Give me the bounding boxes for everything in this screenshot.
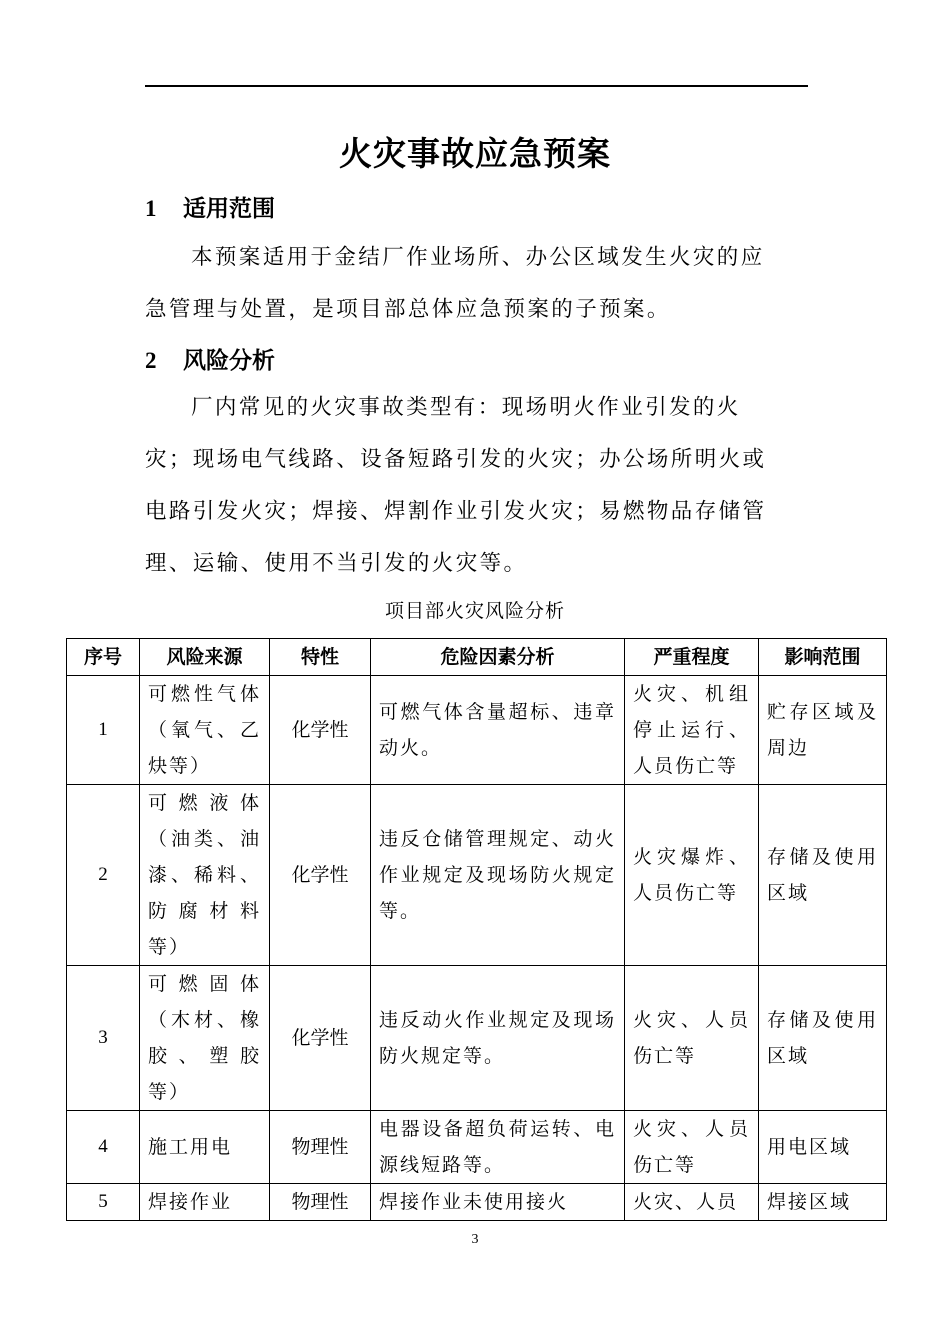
risk-source: 焊接作业: [140, 1184, 270, 1221]
header-cell: 风险来源: [140, 639, 270, 676]
section-heading-risk: [145, 342, 275, 375]
table-row: [67, 1184, 887, 1221]
section-number: 2: [145, 348, 157, 373]
row-number: 5: [67, 1184, 140, 1221]
table-row: [67, 676, 887, 785]
severity: 火灾、人员: [625, 1184, 759, 1221]
impact-scope: 贮存区域及周边: [759, 676, 887, 785]
risk-source: 可燃固体（木材、橡胶、塑胶等）: [140, 966, 270, 1111]
header-cell: 特性: [270, 639, 371, 676]
table-row: [67, 1111, 887, 1184]
risk-nature: 物理性: [270, 1184, 371, 1221]
table-header-row: [67, 639, 887, 676]
hazard-analysis: 违反动火作业规定及现场防火规定等。: [371, 966, 625, 1111]
table-row: [67, 785, 887, 966]
hazard-analysis: 电器设备超负荷运转、电源线短路等。: [371, 1111, 625, 1184]
header-cell: 危险因素分析: [371, 639, 625, 676]
row-number: 1: [67, 676, 140, 785]
header-cell: 序号: [67, 639, 140, 676]
row-number: 4: [67, 1111, 140, 1184]
risk-source: 可燃液体（油类、油漆、稀料、防腐材料等）: [140, 785, 270, 966]
hazard-analysis: 可燃气体含量超标、违章动火。: [371, 676, 625, 785]
risk-nature: 化学性: [270, 676, 371, 785]
table-row: [67, 966, 887, 1111]
impact-scope: 焊接区域: [759, 1184, 887, 1221]
severity: 火灾、机组停止运行、人员伤亡等: [625, 676, 759, 785]
scope-paragraph: 本预案适用于金结厂作业场所、办公区域发生火灾的应急管理与处置，是项目部总体应急预案的子预案。: [145, 245, 765, 322]
severity: 火灾、人员伤亡等: [625, 1111, 759, 1184]
risk-paragraph: 厂内常见的火灾事故类型有：现场明火作业引发的火灾；现场电气线路、设备短路引发的火灾；办公场所明火或电路引发火灾；焊接、焊割作业引发火灾；易燃物品存储管理、运输、使用不当引发的火灾等。: [145, 395, 767, 576]
section-heading-scope: [145, 190, 275, 223]
section-number: 1: [145, 196, 157, 221]
risk-table: [66, 638, 887, 1221]
row-number: 2: [67, 785, 140, 966]
severity: 火灾、人员伤亡等: [625, 966, 759, 1111]
risk-nature: 化学性: [270, 966, 371, 1111]
page-number: 3: [471, 1232, 479, 1247]
table-caption: 项目部火灾风险分析: [384, 600, 565, 622]
severity: 火灾爆炸、人员伤亡等: [625, 785, 759, 966]
header-cell: 严重程度: [625, 639, 759, 676]
risk-nature: 化学性: [270, 785, 371, 966]
section-title: 适用范围: [183, 196, 275, 222]
hazard-analysis: 违反仓储管理规定、动火作业规定及现场防火规定等。: [371, 785, 625, 966]
impact-scope: 用电区域: [759, 1111, 887, 1184]
impact-scope: 存储及使用区域: [759, 966, 887, 1111]
section-title: 风险分析: [183, 348, 275, 374]
header-rule: [145, 85, 808, 87]
risk-source: 施工用电: [140, 1111, 270, 1184]
row-number: 3: [67, 966, 140, 1111]
risk-source: 可燃性气体（氧气、乙炔等）: [140, 676, 270, 785]
hazard-analysis: 焊接作业未使用接火: [371, 1184, 625, 1221]
impact-scope: 存储及使用区域: [759, 785, 887, 966]
risk-nature: 物理性: [270, 1111, 371, 1184]
header-cell: 影响范围: [759, 639, 887, 676]
document-title: 火灾事故应急预案: [339, 134, 611, 173]
